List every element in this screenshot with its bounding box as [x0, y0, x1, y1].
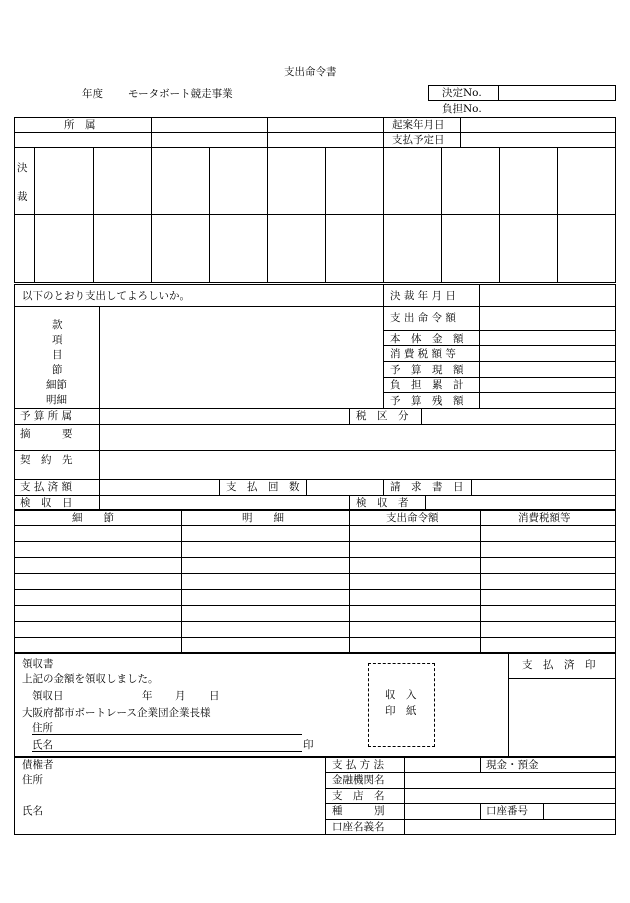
account-holder-label: 口座名義名 [332, 821, 385, 833]
paid-seal-label: 支 払 済 印 [522, 659, 596, 671]
branch-name-label: 支 店 名 [332, 790, 385, 802]
receipt-hi: 日 [209, 690, 220, 702]
detail-header-meisai: 明 細 [242, 512, 284, 524]
yosan-shozoku-label: 予 算 所 属 [20, 410, 73, 422]
receipt-seal-mark: 印 [303, 739, 314, 751]
creditor-title: 債権者 [22, 759, 54, 771]
detail-header-setsu: 細 節 [72, 512, 114, 524]
shiharai-kaisu-label: 支 払 回 数 [226, 481, 300, 493]
kessai-label-1: 決 [17, 162, 28, 174]
shozoku-label: 所 属 [64, 119, 96, 131]
account-type-label: 種 別 [332, 805, 385, 817]
setsu-label: 節 [52, 364, 63, 376]
receipt-address-line[interactable] [32, 734, 302, 735]
shiharai-zumi-label: 支 払 済 額 [20, 481, 73, 493]
receipt-date-label: 領収日 [32, 690, 64, 702]
payment-method-label: 支 払 方 法 [332, 759, 385, 771]
revenue-stamp-label-2: 印 紙 [385, 705, 417, 717]
keiyakusaki-label: 契 約 先 [20, 454, 73, 466]
seikyusho-label: 請 求 書 日 [390, 481, 464, 493]
statement-text: 以下のとおり支出してよろしいか。 [22, 290, 190, 302]
creditor-address-label: 住所 [22, 774, 43, 786]
kan-label: 款 [52, 319, 63, 331]
shiharai-yotei-label: 支払予定日 [392, 134, 445, 146]
account-no-label: 口座番号 [486, 805, 528, 817]
revenue-stamp-label-1: 収 入 [385, 689, 417, 701]
nendo-label: 年度 [82, 88, 103, 100]
payment-method-value: 現金・預金 [486, 759, 539, 771]
kian-date-label: 起案年月日 [392, 119, 445, 131]
shishutsu-gaku-label: 支 出 命 令 額 [390, 312, 456, 324]
receipt-nen: 年 [142, 690, 153, 702]
bank-name-label: 金融機関名 [332, 774, 385, 786]
kessai-label-2: 裁 [17, 191, 28, 203]
detail-table [14, 510, 616, 653]
detail-header-tax: 消費税額等 [518, 512, 571, 524]
detail-header-amount: 支出命令額 [386, 512, 439, 524]
futan-ruikei-label: 負 担 累 計 [390, 379, 464, 391]
kenshu-sha-label: 検 収 者 [356, 497, 409, 509]
hontai-label: 本 体 金 額 [390, 333, 464, 345]
tekiyo-label: 摘 要 [20, 428, 73, 440]
kou-label: 項 [52, 334, 63, 346]
receipt-line1: 上記の金額を領収しました。 [22, 673, 159, 685]
yosan-gen-label: 予 算 現 額 [390, 364, 464, 376]
page-title: 支出命令書 [284, 66, 337, 78]
creditor-name-label: 氏名 [22, 805, 43, 817]
meisai-label: 明細 [46, 394, 67, 406]
receipt-name-line[interactable] [32, 751, 302, 752]
receipt-address-label: 住所 [32, 722, 53, 734]
receipt-title: 領収書 [22, 658, 54, 670]
kettei-no-label: 決定No. [442, 87, 482, 99]
kessai-date-label: 決 裁 年 月 日 [390, 290, 456, 302]
futan-no-label: 負担No. [442, 103, 482, 115]
receipt-name-label: 氏名 [32, 739, 53, 751]
receipt-addressee: 大阪府都市ボートレース企業団企業長様 [22, 707, 211, 719]
saisetsu-label: 細節 [46, 379, 67, 391]
receipt-tsuki: 月 [175, 690, 186, 702]
kenshu-bi-label: 検 収 日 [20, 497, 73, 509]
project-name: モータボート競走事業 [128, 88, 233, 100]
moku-label: 目 [52, 349, 63, 361]
shohizei-label: 消 費 税 額 等 [390, 348, 456, 360]
yosan-zan-label: 予 算 残 額 [390, 395, 464, 407]
expenditure-table [14, 284, 616, 510]
approval-table [14, 117, 616, 283]
zei-kubun-label: 税 区 分 [356, 410, 409, 422]
